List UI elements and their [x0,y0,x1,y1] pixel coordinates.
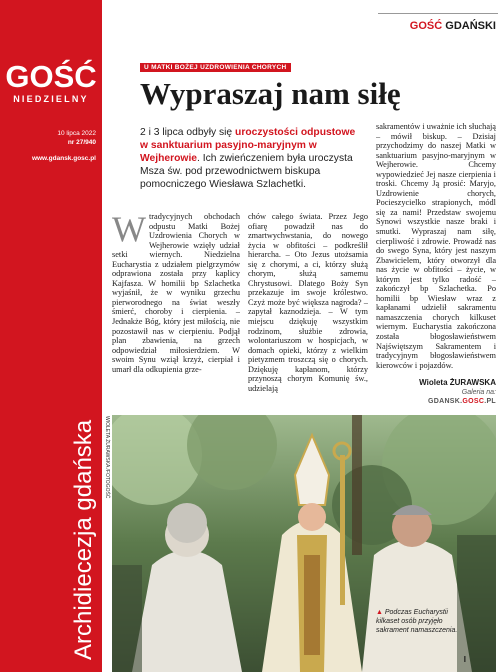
section-header [410,20,496,32]
logo-sub: NIEDZIELNY [13,94,89,104]
page-number: I [463,655,466,664]
lead-part-2: . Ich zwieńczeniem była uroczysta Msza św. pod przewodnictwem biskupa pomocniczego Wiesława Szlachetki. [140,153,353,190]
issue-number: nr 27/940 [67,139,96,146]
brand-a: GOŚĆ [409,20,443,32]
website-link[interactable]: www.gdansk.gosc.pl [31,155,96,162]
gallery-url[interactable]: GDANSK.GOSC.PL [427,398,496,405]
dropcap: W [112,212,146,249]
column-3-text: sakramentów i uważnie ich słuchają – mówił biskup. – Dzisiaj przychodzimy do naszej Matki w sanktuarium pasyjno-maryjnym w Wejherowie. Chcemy wypowiedzieć Jej nasze cierpienia i troski. Chcemy Ją prosić: Maryjo, Uzdrowienie chorych, Pocieszycielko strapionych, módl się za nami! Przedstaw swojemu Synowi wszystkie nasze braki i smutki. Wypraszaj nam siłę, cierpliwość i zdrowie. Prowadź nas do swego Syna, który jest naszym Zbawicielem, który otworzył dla nas życie w obfitości – życie, w którym jest tylko radość – zakończył bp Szlachetka. Po homilii bp Wiesław wraz z kapłanami udzielił sakramentu namaszczenia chorych kilkuset wiernym. Eucharystia zakończona została błogosławieństwem Najświętszym Sakramentem i tradycyjnym błogosławieństwem kierowców i pojazdów. [376,122,496,370]
lead-bold: uroczystości odpustowe w sanktuarium pasyjno-maryjnym w Wejherowie [140,127,356,164]
article-column-1 [112,212,240,412]
logo-main: GOŚĆ [5,59,97,94]
article-lead [140,126,365,191]
lead-part-1: 2 i 3 lipca odbyły się [140,127,233,138]
column-1-text: tradycyjnych obchodach odpustu Matki Bożej Uzdrowienia Chorych w Wejherowie wzięły udział setki wiernych. Niedzielna Eucharystia z udziałem pielgrzymów odprawiona została przy kaplicy Kajfasza. W homilii bp Szlachetka wyjaśnił, że w wyniku grzechu pierworodnego na świat weszły śmierć, choroby i cierpienia. – Jednakże Bóg, który jest miłością, nie pozostawił nas w cierpieniu. Podjął plan zbawienia, na grzech odpowiedział miłosierdziem. W swoim Synu wziął krzyż, cierpiał i umarł dla odkupienia grze- [112,212,240,374]
article-title: Wypraszaj nam siłę [140,76,401,111]
gallery-link[interactable] [376,388,496,406]
photo-credit: WIOLETA ŻURAWSKA /FOTOGOŚĆ [104,416,110,499]
brand-b: GDAŃSKI [445,20,496,32]
article-column-3 [376,122,496,407]
article-kicker: U MATKI BOŻEJ UZDROWIENIA CHORYCH [140,63,291,72]
caption-triangle-icon: ▲ [376,609,385,616]
sidebar [0,0,102,672]
header-divider [378,13,498,14]
issue-date: 10 lipca 2022 [57,130,96,137]
photo-caption: ▲ Podczas Eucharystii kilkaset osób przyjęło sakrament namaszczenia. [376,609,458,634]
gallery-label: Galeria na: [461,389,496,396]
article-column-2 [248,212,368,412]
section-label: Archidiecezja gdańska [70,419,97,660]
article-author: Wioleta ŻURAWSKA [419,378,496,387]
column-2-text: chów całego świata. Przez Jego ofiarę powadził nas do zmartwychwstania, do nowego życia w obfitości – podkreślił hierarcha. – Oto Jezus utożsamia się z chorymi, a ci, którzy służą chorym, służą samemu Chrystusowi. Dlatego Boży Syn przekazuje im swoje królestwo. Czyż może być większa nagroda? – zapytał kaznodzieja. – W tym miejscu dziękuję wszystkim rodzinom, służbie zdrowia, wolontariuszom w hospicjach, w domach opieki, którzy z wielkim pietyzmem troszczą się o chorych. Dziękuję kapłanom, którzy przynoszą chorym Komunię św., udzielają [248,212,368,393]
issue-info [57,129,96,147]
magazine-logo [0,59,102,104]
